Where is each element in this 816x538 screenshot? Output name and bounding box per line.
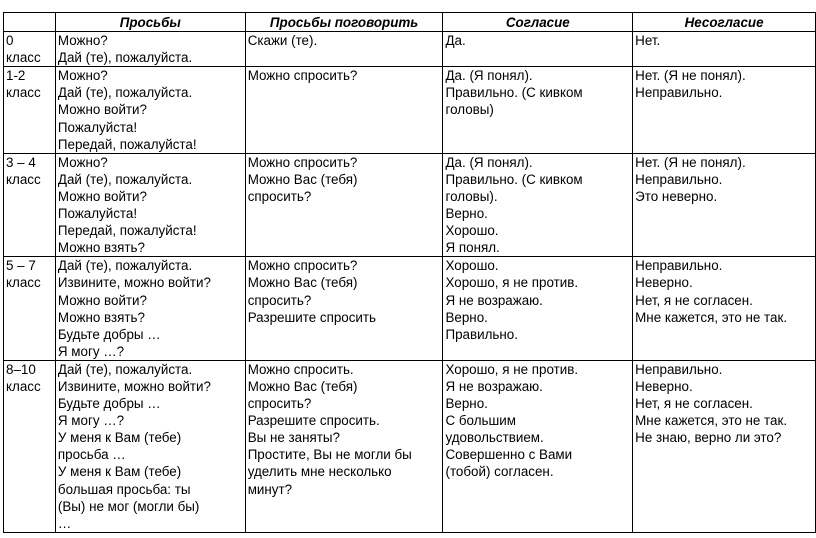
cell-line: Можно Вас (тебя) [247, 275, 358, 291]
cell-line: С большим [445, 413, 516, 429]
table-row [4, 257, 816, 361]
cell-line: … [57, 515, 72, 531]
cell-line: Хорошо. [445, 258, 499, 274]
requests-cell [55, 67, 245, 153]
cell-line: Передай, пожалуйста! [57, 136, 197, 152]
cell-line: Пожалуйста! [57, 119, 138, 135]
cell-line: (тобой) согласен. [445, 464, 554, 480]
cell-line: Хорошо. [445, 223, 499, 239]
cell-line: спросить? [247, 188, 312, 204]
cell-line: Пожалуйста! [57, 206, 138, 222]
cell-line: Извините, можно войти? [57, 275, 211, 291]
header-disagreement: Несогласие [633, 13, 816, 32]
table-row [4, 32, 816, 67]
agreement-cell [443, 153, 633, 257]
cell-line: Можно войти? [57, 292, 147, 308]
cell-line: минут? [247, 481, 293, 497]
cell-line: Да. (Я понял). [445, 68, 533, 84]
cell-line: 8–10 [6, 361, 36, 377]
cell-line: Можно? [57, 154, 108, 170]
cell-line: Можно взять? [57, 240, 145, 256]
cell-line: Можно? [57, 68, 108, 84]
cell-line: класс [6, 275, 41, 291]
talk-requests-cell [245, 67, 443, 153]
cell-line: Извините, можно войти? [57, 378, 211, 394]
cell-line: Не знаю, верно ли это? [635, 430, 782, 446]
cell-line: Дай (те), пожалуйста. [57, 361, 193, 377]
cell-line: класс [6, 378, 41, 394]
cell-line: класс [6, 50, 41, 66]
cell-line: спросить? [247, 292, 312, 308]
cell-line: Хорошо, я не против. [445, 275, 579, 291]
cell-line: Неверно. [635, 378, 693, 394]
cell-line: Неправильно. [635, 361, 723, 377]
disagreement-cell [633, 32, 816, 67]
requests-cell [55, 32, 245, 67]
cell-line: большая просьба: ты [57, 481, 191, 497]
cell-line: спросить? [247, 396, 312, 412]
cell-line: 5 – 7 [6, 258, 36, 274]
cell-line: Можно спросить? [247, 68, 358, 84]
cell-line: Я понял. [445, 240, 500, 256]
cell-line: Нет. (Я не понял). [635, 68, 746, 84]
cell-line: Можно взять? [57, 309, 145, 325]
cell-line: Нет. (Я не понял). [635, 154, 746, 170]
agreement-cell [443, 257, 633, 361]
cell-line: 3 – 4 [6, 154, 36, 170]
cell-line: Можно спросить? [247, 258, 358, 274]
cell-line: удовольствием. [445, 430, 544, 446]
cell-line: Простите, Вы не могли бы [247, 447, 412, 463]
cell-line: Можно войти? [57, 188, 147, 204]
cell-line: Передай, пожалуйста! [57, 223, 197, 239]
grade-cell [4, 257, 56, 361]
cell-line: Верно. [445, 309, 488, 325]
cell-line: Неправильно. [635, 85, 723, 101]
cell-line: Неправильно. [635, 171, 723, 187]
cell-line: Да. (Я понял). [445, 154, 533, 170]
cell-line: Нет, я не согласен. [635, 396, 753, 412]
agreement-cell [443, 67, 633, 153]
header-talk-requests: Просьбы поговорить [245, 13, 443, 32]
cell-line: Совершенно с Вами [445, 447, 573, 463]
cell-line: Хорошо, я не против. [445, 361, 579, 377]
cell-line: Это неверно. [635, 188, 718, 204]
cell-line: Я могу …? [57, 413, 125, 429]
disagreement-cell [633, 257, 816, 361]
cell-line: Разрешите спросить [247, 309, 377, 325]
cell-line: Разрешите спросить. [247, 413, 380, 429]
agreement-cell [443, 360, 633, 532]
table-row [4, 153, 816, 257]
cell-line: Можно? [57, 33, 108, 49]
cell-line: Правильно. (С кивком [445, 171, 583, 187]
cell-line: Дай (те), пожалуйста. [57, 258, 193, 274]
cell-line: просьба … [57, 447, 126, 463]
cell-line: Правильно. (С кивком [445, 85, 583, 101]
cell-line: Я могу …? [57, 343, 125, 359]
cell-line: класс [6, 171, 41, 187]
talk-requests-cell [245, 32, 443, 67]
cell-line: 0 [6, 33, 14, 49]
grade-cell [4, 67, 56, 153]
cell-line: Можно спросить? [247, 154, 358, 170]
cell-line: У меня к Вам (тебе) [57, 464, 182, 480]
disagreement-cell [633, 67, 816, 153]
header-agreement: Согласие [443, 13, 633, 32]
requests-cell [55, 360, 245, 532]
cell-line: У меня к Вам (тебе) [57, 430, 182, 446]
talk-requests-cell [245, 257, 443, 361]
requests-cell [55, 153, 245, 257]
cell-line: Неверно. [635, 275, 693, 291]
cell-line: уделить мне несколько [247, 464, 392, 480]
disagreement-cell [633, 360, 816, 532]
grade-cell [4, 360, 56, 532]
speech-etiquette-table [3, 12, 816, 533]
talk-requests-cell [245, 153, 443, 257]
cell-line: Можно Вас (тебя) [247, 378, 358, 394]
cell-line: Правильно. [445, 326, 518, 342]
cell-line: Нет. [635, 33, 661, 49]
cell-line: класс [6, 85, 41, 101]
cell-line: Я не возражаю. [445, 378, 543, 394]
grade-cell [4, 153, 56, 257]
agreement-cell [443, 32, 633, 67]
cell-line: Скажи (те). [247, 33, 318, 49]
cell-line: Неправильно. [635, 258, 723, 274]
cell-line: головы). [445, 188, 498, 204]
cell-line: 1-2 [6, 68, 26, 84]
cell-line: Можно Вас (тебя) [247, 171, 358, 187]
cell-line: Верно. [445, 396, 488, 412]
cell-line: Будьте добры … [57, 396, 161, 412]
disagreement-cell [633, 153, 816, 257]
table-row [4, 67, 816, 153]
cell-line: Нет, я не согласен. [635, 292, 753, 308]
cell-line: Будьте добры … [57, 326, 161, 342]
header-row [4, 13, 816, 32]
header-requests: Просьбы [55, 13, 245, 32]
cell-line: (Вы) не мог (могли бы) [57, 498, 200, 514]
cell-line: головы) [445, 102, 494, 118]
cell-line: Дай (те), пожалуйста. [57, 50, 193, 66]
cell-line: Вы не заняты? [247, 430, 340, 446]
requests-cell [55, 257, 245, 361]
cell-line: Можно спросить. [247, 361, 354, 377]
table-row [4, 360, 816, 532]
cell-line: Да. [445, 33, 466, 49]
cell-line: Можно войти? [57, 102, 147, 118]
cell-line: Верно. [445, 206, 488, 222]
cell-line: Дай (те), пожалуйста. [57, 85, 193, 101]
cell-line: Я не возражаю. [445, 292, 543, 308]
cell-line: Мне кажется, это не так. [635, 309, 788, 325]
cell-line: Дай (те), пожалуйста. [57, 171, 193, 187]
cell-line: Мне кажется, это не так. [635, 413, 788, 429]
grade-cell [4, 32, 56, 67]
talk-requests-cell [245, 360, 443, 532]
header-grade [4, 13, 56, 32]
